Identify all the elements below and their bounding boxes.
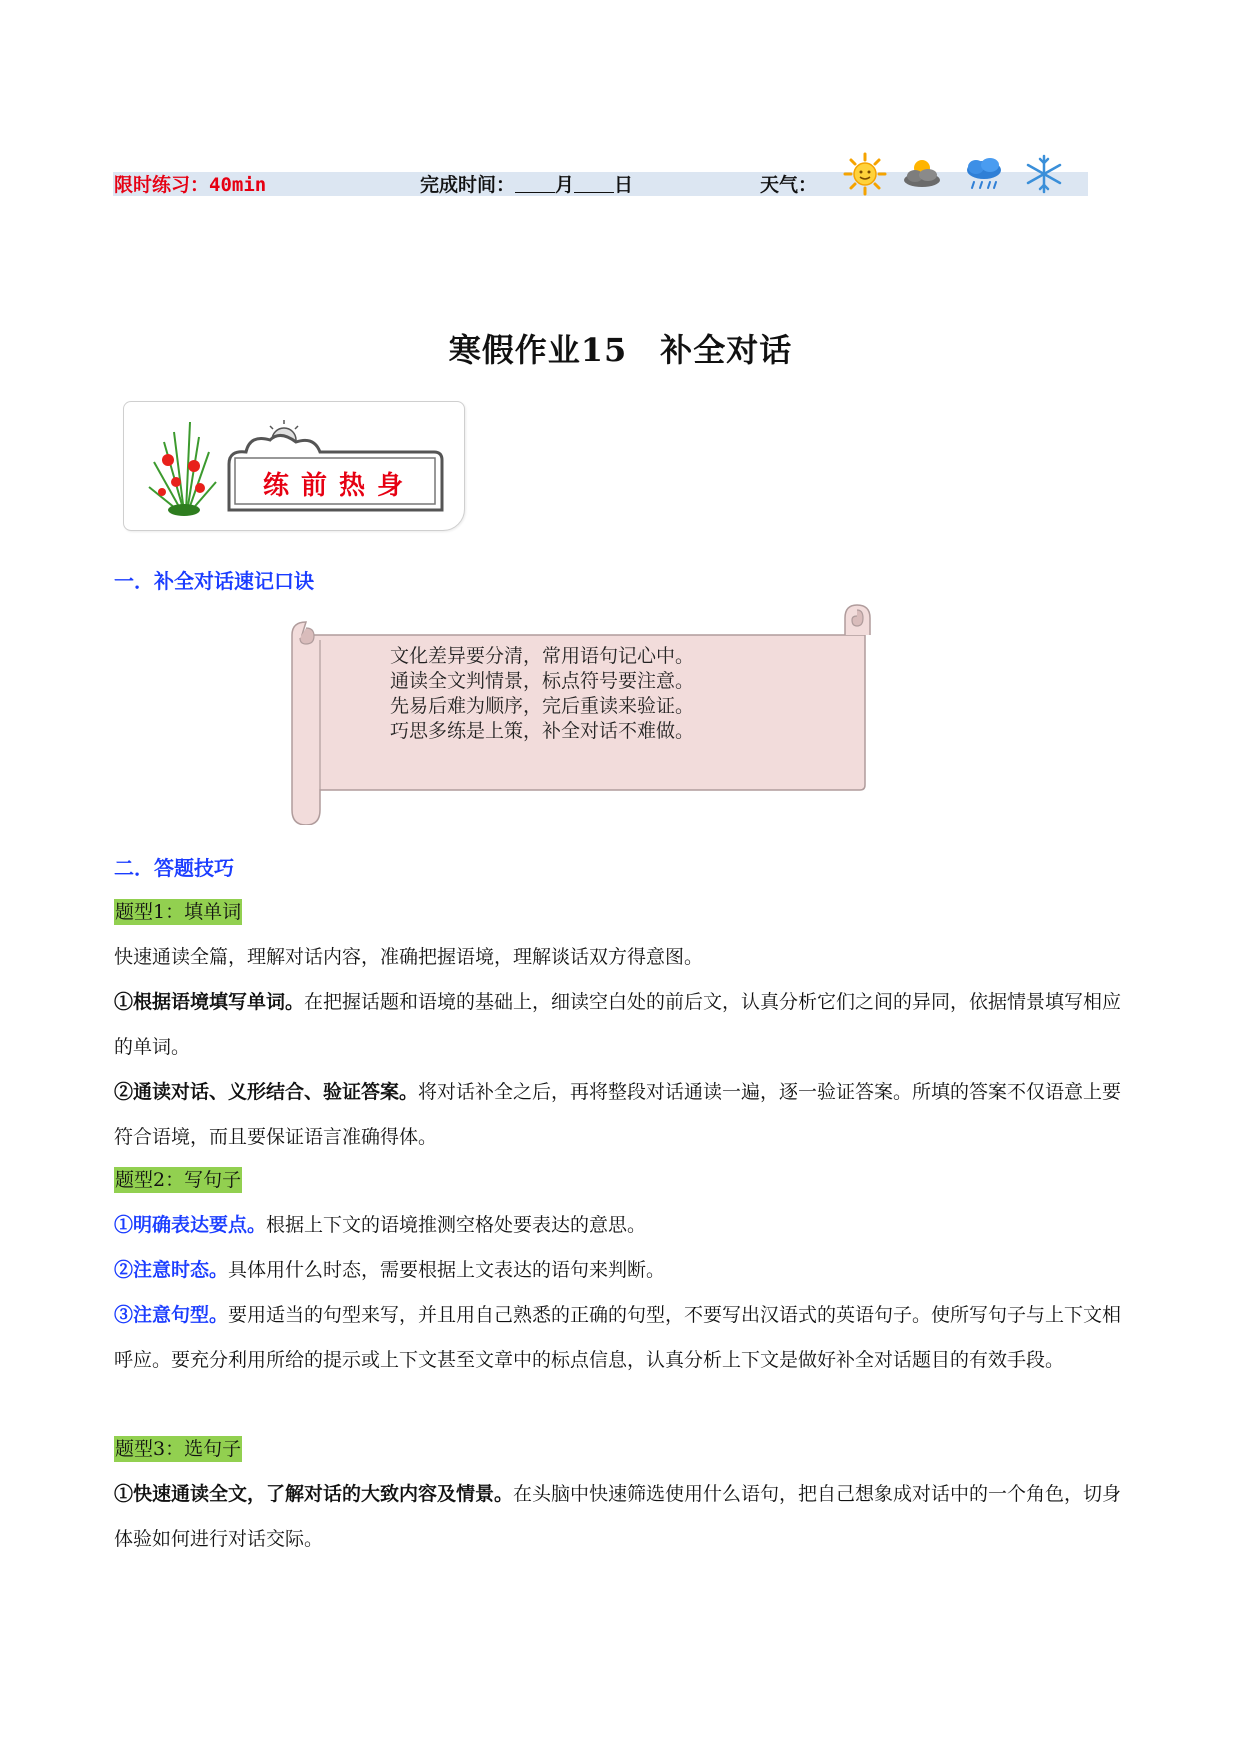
type2-point2-text: 具体用什么时态，需要根据上文表达的语句来判断。: [228, 1259, 666, 1281]
type2-tag-line: [114, 1158, 1134, 1203]
snowflake-icon: [1022, 152, 1066, 196]
type3-tag: 题型3：选句子: [115, 1438, 242, 1460]
time-limit: [114, 174, 266, 196]
type1-tag-line: [114, 890, 1134, 935]
rain-icon: [962, 152, 1006, 196]
type3-point1-text: 在头脑中快速筛选使用什么语句，把自己想象成对话中的一个角色，切身体验如何进行对话交际。: [114, 1483, 1122, 1550]
poem-line: 文化差异要分清，常用语句记心中。: [390, 645, 695, 667]
type1-point2: [114, 1070, 1134, 1160]
poem-line: 巧思多练是上策，补全对话不难做。: [390, 720, 695, 742]
completion-date-label: 完成时间：: [420, 174, 516, 196]
type2-point3: [114, 1293, 1134, 1383]
sun-icon: [843, 152, 887, 196]
type2-tag: 题型2：写句子: [115, 1169, 242, 1191]
completion-date: [420, 174, 633, 196]
time-limit-label: 限时练习：: [114, 174, 210, 196]
type2-point2: [114, 1248, 1134, 1293]
weather-label: 天气：: [760, 174, 818, 196]
type2-point1: [114, 1203, 1134, 1248]
type2-point1-text: 根据上下文的语境推测空格处要表达的意思。: [266, 1214, 647, 1236]
poem-line: 通读全文判情景，标点符号要注意。: [390, 670, 695, 692]
type1-point2-title: ②通读对话、义形结合、验证答案。: [114, 1081, 419, 1103]
type2-point2-title: ②注意时态。: [114, 1259, 229, 1281]
type3-point1: [114, 1472, 1134, 1562]
page-title: 寒假作业15 补全对话: [448, 331, 793, 369]
type1-point1: [114, 980, 1134, 1070]
day-blank: [574, 176, 614, 193]
partly-cloudy-icon: [900, 152, 944, 196]
type2-point3-title: ③注意句型。: [114, 1304, 229, 1326]
warmup-banner: [123, 401, 465, 531]
type3-point1-title: ①快速通读全文，了解对话的大致内容及情景。: [114, 1483, 514, 1505]
type3-tag-line: [114, 1427, 1134, 1472]
section2-heading: 二．答题技巧: [114, 856, 234, 880]
type1-tag: 题型1：填单词: [115, 901, 242, 923]
banner-label: 练前热身: [262, 471, 415, 501]
type1-intro: 快速通读全篇，理解对话内容，准确把握语境，理解谈话双方得意图。: [114, 946, 704, 968]
month-label: 月: [555, 174, 575, 196]
mnemonic-poem: [390, 644, 694, 744]
time-limit-value: 40min: [209, 174, 267, 196]
type1-point1-title: ①根据语境填写单词。: [114, 991, 305, 1013]
type2-point3-text: 要用适当的句型来写，并且用自己熟悉的正确的句型，不要写出汉语式的英语句子。使所写句子与上下文相呼应。要充分利用所给的提示或上下文甚至文章中的标点信息，认真分析上下文是做好补全对话题目的有效手段。: [114, 1304, 1122, 1371]
day-label: 日: [614, 174, 634, 196]
type1-point1-text: 在把握话题和语境的基础上，细读空白处的前后文，认真分析它们之间的异同，依据情景填写相应的单词。: [114, 991, 1122, 1058]
month-blank: [515, 176, 555, 193]
poem-line: 先易后难为顺序，完后重读来验证。: [390, 695, 695, 717]
type2-point1-title: ①明确表达要点。: [114, 1214, 267, 1236]
section1-heading: 一．补全对话速记口诀: [114, 569, 314, 593]
type1-point2-text: 将对话补全之后，再将整段对话通读一遍，逐一验证答案。所填的答案不仅语意上要符合语境，而且要保证语言准确得体。: [114, 1081, 1122, 1148]
